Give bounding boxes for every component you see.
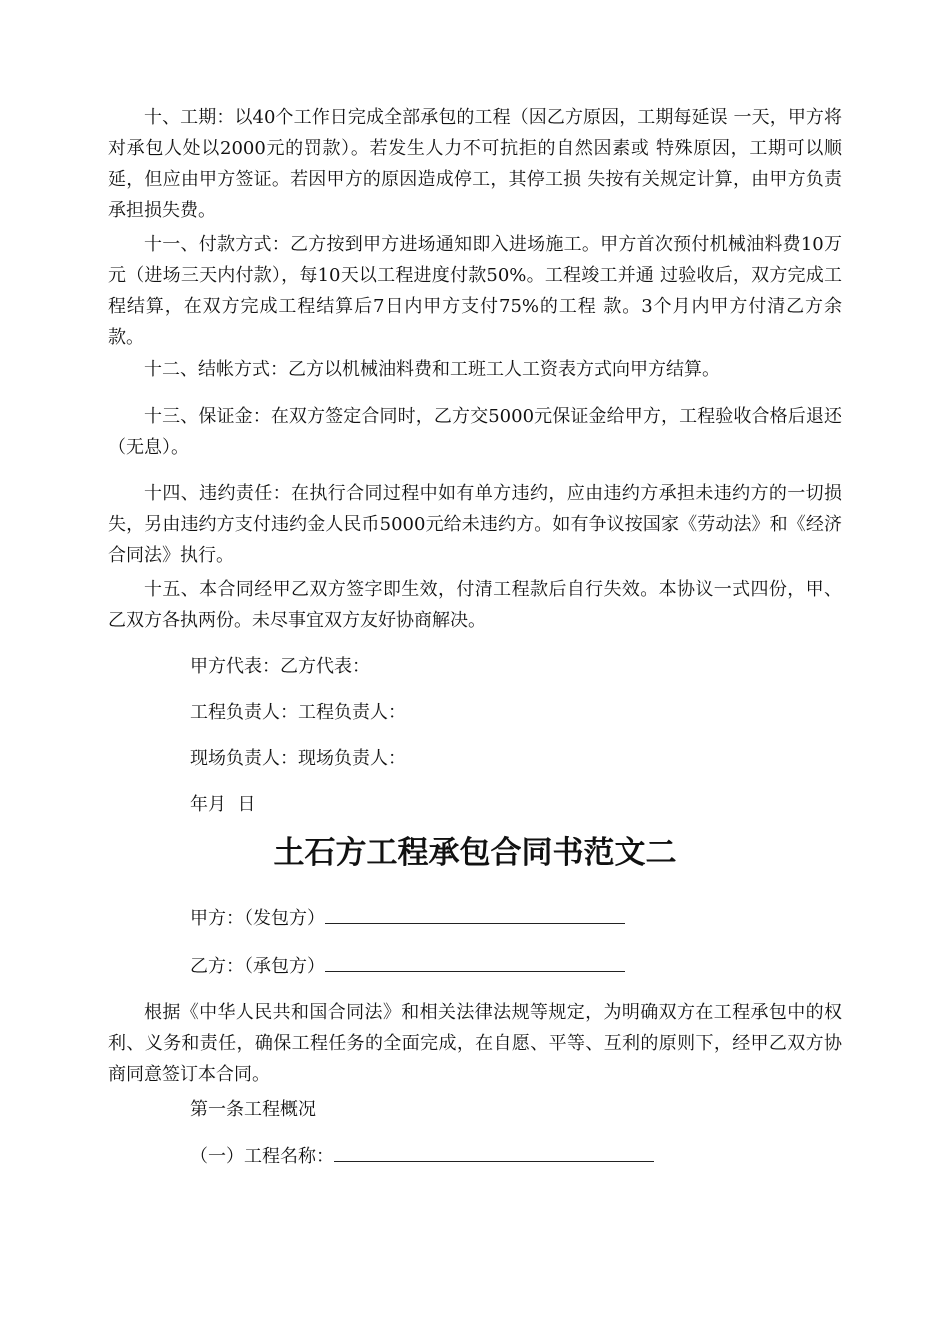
site-lead-line: 现场负责人：现场负责人：: [190, 748, 406, 769]
project-name-label: （一）工程名称：: [190, 1146, 334, 1167]
party-a-label: 甲方：（发包方）: [190, 908, 325, 929]
representatives-line: 甲方代表：乙方代表：: [190, 656, 370, 677]
clause-15-paragraph: 十五、本合同经甲乙双方签字即生效，付清工程款后自行失效。本协议一式四份，甲、乙双方各执两份。未尽事宜双方友好协商解决。: [108, 579, 842, 631]
party-a-line: [190, 903, 625, 934]
project-name-blank: [334, 1141, 654, 1162]
engineering-lead-line: 工程负责人：工程负责人：: [190, 702, 406, 723]
clause-12-paragraph: 十二、结帐方式：乙方以机械油料费和工班工人工资表方式向甲方结算。: [144, 359, 720, 380]
document-title: 土石方工程承包合同书范文二: [273, 835, 677, 871]
clause-10-paragraph: 十、工期：以40个工作日完成全部承包的工程（因乙方原因，工期每延误 一天，甲方将对承包人处以2000元的罚款）。若发生人力不可抗拒的自然因素或 特殊原因，工期可以顺延，但应由甲方签证。若因甲方的原因造成停工，其停工损 失按有关规定计算，由甲方负责承担损失费。: [108, 107, 842, 221]
clause-11-paragraph: 十一、付款方式：乙方按到甲方进场通知即入进场施工。甲方首次预付机械油料费10万元（进场三天内付款），每10天以工程进度付款50%。工程竣工并通 过验收后，双方完成工程结算，在双方完成工程结算后7日内甲方支付75%的工程 款。3个月内甲方付清乙方余款。: [108, 234, 842, 348]
date-line: 年月 日: [190, 794, 256, 815]
party-a-blank: [325, 903, 625, 924]
clause-14-paragraph: 十四、违约责任：在执行合同过程中如有单方违约，应由违约方承担未违约方的一切损失，另由违约方支付违约金人民币5000元给未违约方。如有争议按国家《劳动法》和《经济合同法》执行。: [108, 483, 842, 566]
clause-13-paragraph: 十三、保证金：在双方签定合同时，乙方交5000元保证金给甲方，工程验收合格后退还（无息）。: [108, 406, 842, 458]
party-b-line: [190, 951, 625, 982]
party-b-blank: [325, 951, 625, 972]
intro-paragraph: 根据《中华人民共和国合同法》和相关法律法规等规定，为明确双方在工程承包中的权利、义务和责任，确保工程任务的全面完成，在自愿、平等、互利的原则下，经甲乙双方协商同意签订本合同。: [108, 1002, 842, 1085]
party-b-label: 乙方：（承包方）: [190, 956, 325, 977]
article-1-heading: 第一条工程概况: [190, 1099, 316, 1120]
project-name-line: [190, 1141, 654, 1172]
